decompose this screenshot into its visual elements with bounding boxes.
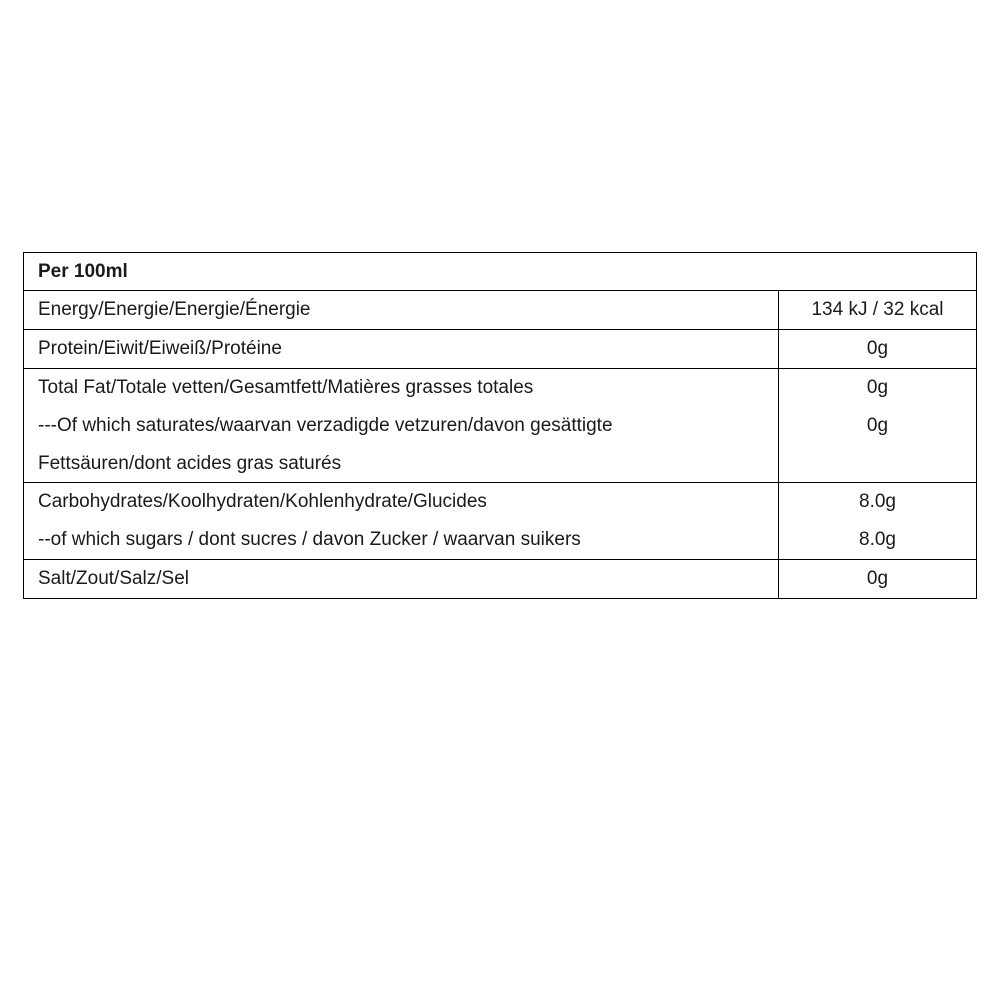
salt-value: 0g <box>866 568 889 589</box>
protein-label-cell <box>24 330 779 368</box>
carbohydrates-label-cell <box>24 483 779 559</box>
energy-label-cell <box>24 291 779 329</box>
salt-label-cell <box>24 560 779 598</box>
energy-label: Energy/Energie/Energie/Énergie <box>38 299 311 320</box>
table-header-row <box>24 253 976 291</box>
salt-row <box>24 560 976 598</box>
carbohydrates-value: 8.0g <box>859 491 896 512</box>
fat-label-cell <box>24 369 779 482</box>
protein-label: Protein/Eiwit/Eiweiß/Protéine <box>38 338 282 359</box>
salt-label: Salt/Zout/Salz/Sel <box>38 568 190 589</box>
table-header: Per 100ml <box>38 260 128 282</box>
carbohydrates-label: Carbohydrates/Koolhydraten/Kohlenhydrate/Glucides <box>38 491 487 512</box>
saturates-label-line2: Fettsäuren/dont acides gras saturés <box>38 453 342 474</box>
salt-value-cell <box>779 560 976 598</box>
energy-value: 134 kJ / 32 kcal <box>811 299 944 320</box>
protein-value: 0g <box>866 338 889 359</box>
fat-label: Total Fat/Totale vetten/Gesamtfett/Matières grasses totales <box>38 377 534 398</box>
nutrition-table <box>23 252 977 599</box>
energy-row <box>24 291 976 330</box>
carbohydrates-row <box>24 483 976 560</box>
saturates-label-line1: ---Of which saturates/waarvan verzadigde vetzuren/davon gesättigte <box>38 415 613 436</box>
carbohydrates-value-cell <box>779 483 976 559</box>
fat-row <box>24 369 976 483</box>
protein-row <box>24 330 976 369</box>
fat-value: 0g <box>866 377 889 398</box>
sugars-label: --of which sugars / dont sucres / davon Zucker / waarvan suikers <box>38 529 581 550</box>
energy-value-cell <box>779 291 976 329</box>
fat-value-cell <box>779 369 976 482</box>
protein-value-cell <box>779 330 976 368</box>
saturates-value: 0g <box>866 415 889 436</box>
sugars-value: 8.0g <box>859 529 896 550</box>
